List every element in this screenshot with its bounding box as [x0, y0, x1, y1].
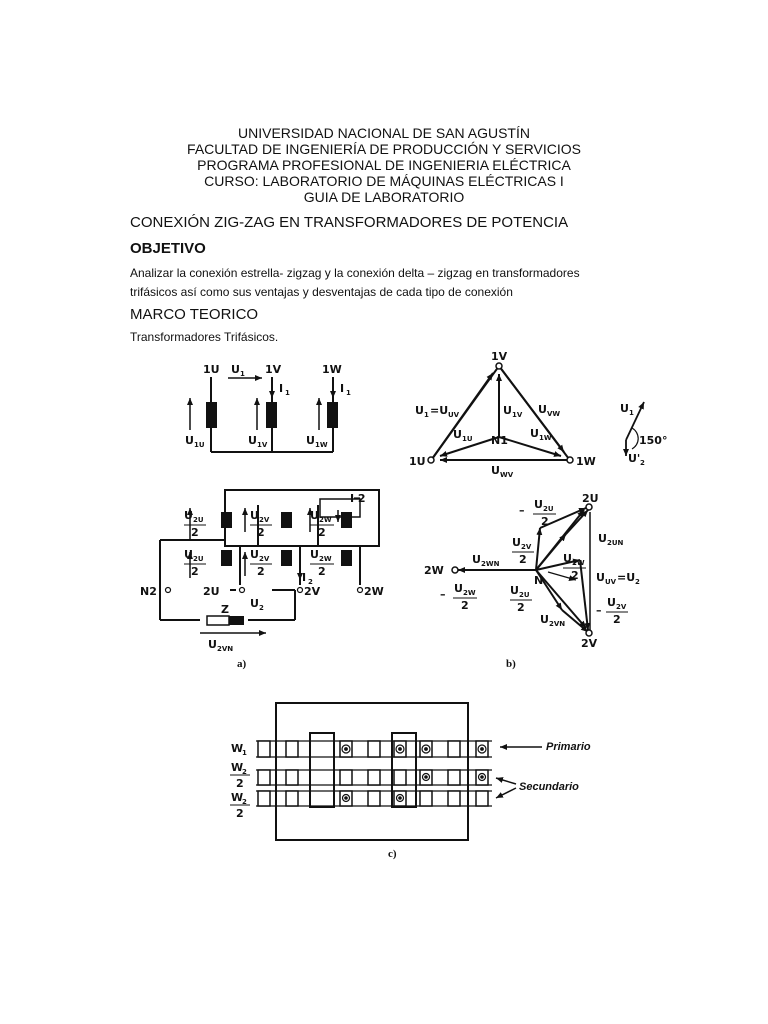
svg-text:2: 2 [242, 768, 247, 776]
secundario-label: Secundario [519, 781, 579, 793]
guide-label: GUIA DE LABORATORIO [303, 189, 465, 205]
svg-text:1U: 1U [194, 441, 205, 449]
svg-text:1: 1 [242, 749, 247, 757]
svg-text:2: 2 [242, 798, 247, 806]
caption-a: a) [237, 658, 247, 670]
terminal-2v-label-a: 2V [304, 585, 321, 598]
document-title: CONEXIÓN ZIG-ZAG EN TRANSFORMADORES DE POTENCIA [130, 214, 569, 231]
u2vn-label-b: U [540, 613, 549, 626]
svg-text:2W: 2W [572, 559, 585, 567]
winding-a-bottom-3 [341, 550, 352, 566]
uuv-eq-u2-label: U [596, 571, 605, 584]
svg-text:2: 2 [318, 526, 326, 539]
svg-text:1: 1 [285, 389, 290, 397]
svg-text:2U: 2U [193, 516, 204, 524]
i2-top-label: I 2 [350, 492, 366, 505]
svg-text:2: 2 [236, 777, 244, 790]
u1v-subscript: 1V [512, 411, 523, 419]
minus-u2v-frac: U [607, 596, 616, 609]
svg-text:2VN: 2VN [549, 620, 566, 628]
faculty-name: FACULTAD DE INGENIERÍA DE PRODUCCIÓN Y SERVICIOS [187, 141, 581, 157]
phasor-1u-label: 1U [409, 455, 426, 468]
svg-text:–: – [440, 588, 446, 601]
svg-text:2: 2 [519, 553, 527, 566]
u1w-label: U [306, 434, 315, 447]
u2u-frac-top: U [184, 509, 193, 522]
svg-text:2WN: 2WN [481, 560, 500, 568]
u2w-frac-bottom: U [310, 548, 319, 561]
marco-heading: MARCO TEORICO [130, 306, 259, 323]
i2-bottom-label: I [302, 571, 307, 584]
svg-text:2W: 2W [319, 555, 332, 563]
svg-text:U: U [503, 404, 512, 417]
u2u-frac-b: U [510, 584, 519, 597]
winding-a-top-1 [221, 512, 232, 528]
svg-text:1W: 1W [315, 441, 328, 449]
svg-text:2: 2 [541, 515, 549, 528]
marco-subheading: Transformadores Trifásicos. [130, 330, 279, 344]
u2vn-label-a: U [208, 638, 217, 651]
svg-text:2V: 2V [259, 516, 270, 524]
u1-eq-uuv-label: U [415, 404, 424, 417]
svg-text:2: 2 [613, 613, 621, 626]
svg-text:1V: 1V [257, 441, 268, 449]
svg-text:2: 2 [571, 569, 579, 582]
u1u-subscript: 1U [462, 435, 473, 443]
u2u-frac-bottom: U [184, 548, 193, 561]
svg-text:1: 1 [424, 411, 429, 419]
svg-text:2V: 2V [259, 555, 270, 563]
neutral-n-label: N [534, 574, 544, 587]
svg-text:2U: 2U [193, 555, 204, 563]
svg-text:2: 2 [635, 578, 640, 586]
svg-text:2: 2 [236, 807, 244, 820]
u2wn-label: U [472, 553, 481, 566]
u2w-frac-top: U [310, 509, 319, 522]
svg-text:2UN: 2UN [607, 539, 624, 547]
primario-label: Primario [546, 741, 591, 753]
svg-text:2U: 2U [543, 505, 554, 513]
svg-text:2U: 2U [519, 591, 530, 599]
caption-b: b) [506, 658, 516, 670]
svg-text:U: U [538, 403, 547, 416]
svg-text:2: 2 [461, 599, 469, 612]
impedance-z [207, 616, 229, 625]
svg-text:2: 2 [517, 601, 525, 614]
w1-label: W [231, 742, 244, 755]
u1v-label: U [248, 434, 257, 447]
winding-a-bottom-1 [221, 550, 232, 566]
winding-1w [327, 402, 338, 428]
caption-c: c) [388, 848, 397, 860]
coil-dot-markers [342, 745, 486, 802]
u2v-frac-top: U [250, 509, 259, 522]
coil-cells [258, 741, 488, 806]
svg-text:–: – [519, 504, 525, 517]
w2-frac-2: W [231, 791, 244, 804]
svg-text:2: 2 [318, 565, 326, 578]
objetivo-line-1: Analizar la conexión estrella- zigzag y la conexión delta – zigzag en transformadores [130, 266, 580, 280]
svg-text:2W: 2W [319, 516, 332, 524]
phasor-2u-label: 2U [582, 492, 599, 505]
svg-text:=U: =U [430, 404, 449, 417]
phasor-1w-label: 1W [576, 455, 596, 468]
terminal-1w-label: 1W [322, 363, 342, 376]
u2-label-a: U [250, 597, 259, 610]
phasor-2v-label: 2V [581, 637, 598, 650]
program-name: PROGRAMA PROFESIONAL DE INGENIERIA ELÉCTRICA [197, 157, 571, 173]
minus-u2w-frac: U [454, 582, 463, 595]
objetivo-line-2: trifásicos así como sus ventajas y desventajas de cada tipo de conexión [130, 285, 513, 299]
svg-text:2: 2 [257, 526, 265, 539]
svg-text:2: 2 [259, 604, 264, 612]
u2w-frac-b: U [563, 552, 572, 565]
u2v-frac-bottom: U [250, 548, 259, 561]
svg-text:1: 1 [240, 370, 245, 378]
i1-label-w: I [340, 382, 345, 395]
uuv-subscript: UV [448, 411, 460, 419]
terminal-2w-label-a: 2W [364, 585, 384, 598]
u1-label: U [231, 363, 240, 376]
svg-text:U: U [530, 427, 539, 440]
university-name: UNIVERSIDAD NACIONAL DE SAN AGUSTÍN [238, 125, 530, 141]
svg-text:2: 2 [308, 578, 313, 586]
svg-text:2VN: 2VN [217, 645, 234, 653]
angle-150-label: 150° [639, 434, 668, 447]
uvw-subscript: VW [547, 410, 561, 418]
terminal-2u-label-a: 2U [203, 585, 220, 598]
winding-1v [266, 402, 277, 428]
svg-text:=U: =U [617, 571, 636, 584]
svg-text:2: 2 [257, 565, 265, 578]
impedance-z-label: Z [221, 603, 229, 616]
svg-text:U: U [453, 428, 462, 441]
svg-text:2V: 2V [521, 543, 532, 551]
u2un-label: U [598, 532, 607, 545]
winding-a-top-2 [281, 512, 292, 528]
svg-text:UV: UV [605, 578, 617, 586]
terminal-1u-label: 1U [203, 363, 220, 376]
i1-label-v: I [279, 382, 284, 395]
svg-text:2: 2 [191, 565, 199, 578]
winding-a-bottom-2 [281, 550, 292, 566]
minus-u2u-frac-top: U [534, 498, 543, 511]
w2-frac-1: W [231, 761, 244, 774]
angle-u1-label: U [620, 402, 629, 415]
uwv-label: U [491, 464, 500, 477]
course-name: CURSO: LABORATORIO DE MÁQUINAS ELÉCTRICAS I [204, 173, 564, 189]
svg-text:2W: 2W [463, 589, 476, 597]
phasor-2w-label: 2W [424, 564, 444, 577]
svg-text:WV: WV [500, 471, 514, 479]
u1u-label: U [185, 434, 194, 447]
phasor-1v-label: 1V [491, 350, 508, 363]
svg-text:2: 2 [191, 526, 199, 539]
svg-text:1: 1 [629, 409, 634, 417]
neutral-n2-label: N2 [140, 585, 157, 598]
u1w-subscript: 1W [539, 434, 552, 442]
winding-a-top-3 [341, 512, 352, 528]
terminal-1v-label: 1V [265, 363, 282, 376]
objetivo-heading: OBJETIVO [130, 240, 206, 257]
svg-text:2: 2 [640, 459, 645, 467]
svg-text:2V: 2V [616, 603, 627, 611]
neutral-n1-label: N1 [491, 434, 508, 447]
u2v-frac-b: U [512, 536, 521, 549]
svg-text:–: – [596, 604, 602, 617]
svg-text:1: 1 [346, 389, 351, 397]
angle-u2p-label: U' [628, 452, 641, 465]
winding-1u [206, 402, 217, 428]
